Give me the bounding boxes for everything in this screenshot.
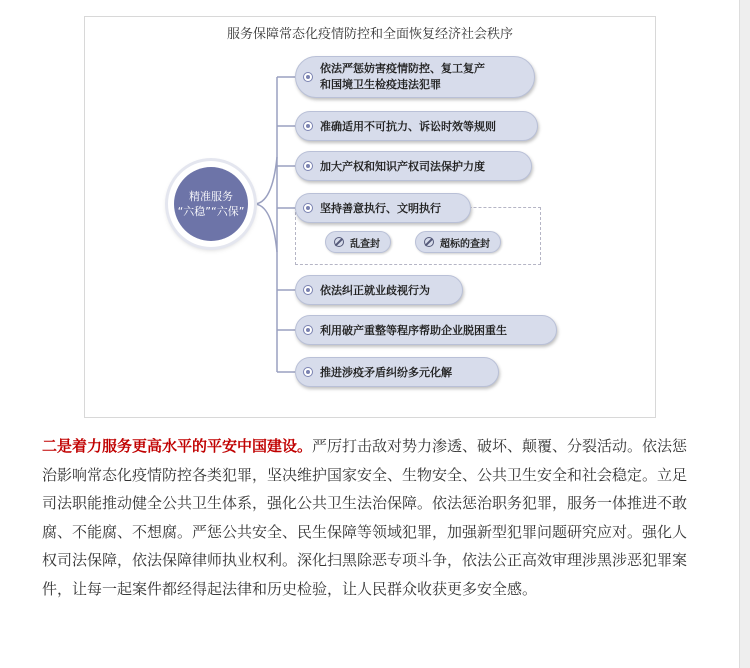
paragraph-body: 严厉打击敌对势力渗透、破坏、颠覆、分裂活动。依法惩治影响常态化疫情防控各类犯罪，坚决维护国家安全、生物安全、公共卫生安全和社会稳定。立足司法职能推动健全公共卫生体系，强化公共卫生法治保障。依法惩治职务犯罪，服务一体推进不敢腐、不能腐、不想腐。严惩公共安全、民生保障等领域犯罪，加强新型犯罪问题研究应对。强化人权司法保障，依法保障律师执业权利。深化扫黑除恶专项斗争，依法公正高效审理涉黑涉恶犯罪案件，让每一起案件都经得起法律和历史检验，让人民群众收获更多安全感。 [42,437,688,598]
sub-item-label-1: 乱查封 [350,238,380,250]
branch-label-1b: 和国境卫生检疫违法犯罪 [320,78,441,91]
branch-label-3: 加大产权和知识产权司法保护力度 [320,160,485,173]
bullet-icon [303,121,313,131]
ban-icon [424,237,434,247]
bullet-icon [303,72,313,82]
trunk-curve-lower [254,204,277,252]
sub-item-label-2: 超标的查封 [440,238,490,250]
scrollbar[interactable] [739,0,750,668]
branch-node-5 [295,275,463,305]
branch-label-4: 坚持善意执行、文明执行 [320,202,441,215]
branch-node-1 [295,56,535,98]
branch-node-4 [295,193,471,223]
bullet-icon [303,367,313,377]
branch-label-2: 准确适用不可抗力、诉讼时效等规则 [320,120,496,133]
branch-node-2 [295,111,538,141]
center-node [168,161,254,247]
bullet-icon [303,203,313,213]
branch-node-6 [295,315,557,345]
bullet-icon [303,285,313,295]
branch-node-7 [295,357,499,387]
figure-title: 服务保障常态化疫情防控和全面恢复经济社会秩序 [226,27,513,42]
sub-item-1 [325,231,391,253]
bullet-icon [303,161,313,171]
mind-map-figure [84,16,656,418]
paragraph-lead: 二是着力服务更高水平的平安中国建设。 [42,437,313,455]
sub-item-2 [415,231,501,253]
branch-label-6: 利用破产重整等程序帮助企业脱困重生 [320,324,507,337]
branch-node-3 [295,151,532,181]
branch-label-7: 推进涉疫矛盾纠纷多元化解 [320,366,452,379]
bullet-icon [303,325,313,335]
article-paragraph [42,432,700,603]
branch-label-5: 依法纠正就业歧视行为 [320,284,430,297]
ban-icon [334,237,344,247]
trunk-curve-upper [254,157,277,204]
center-line-2: “六稳”“六保” [177,205,245,218]
center-line-1: 精准服务 [189,190,233,203]
branch-label-1a: 依法严惩妨害疫情防控、复工复产 [320,62,485,75]
